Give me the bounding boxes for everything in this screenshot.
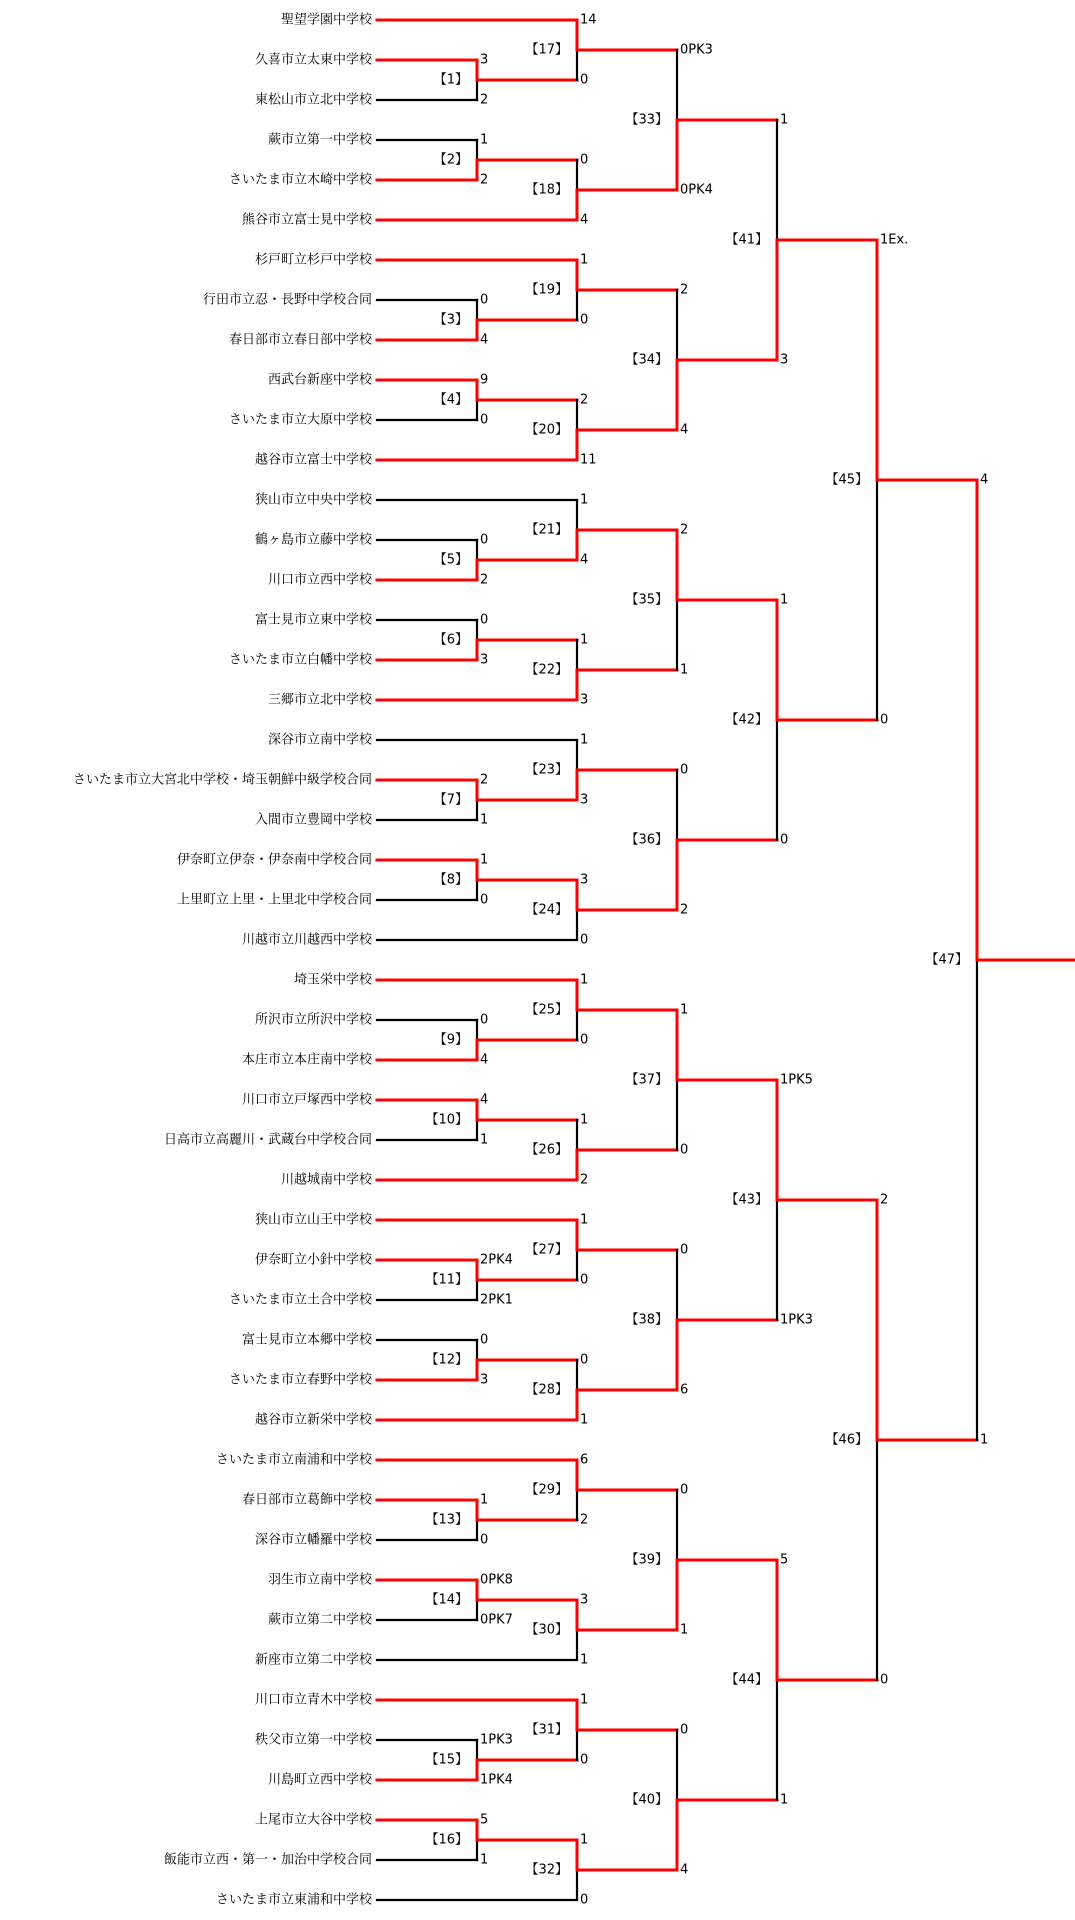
score: 1 bbox=[680, 1002, 689, 1018]
team-name: 本庄市立本庄南中学校 bbox=[241, 1052, 372, 1068]
score: 0 bbox=[880, 1672, 889, 1688]
score: 0 bbox=[480, 292, 489, 308]
score: 2 bbox=[480, 92, 489, 108]
score: 4 bbox=[480, 1092, 489, 1108]
match-number: 【31】 bbox=[525, 1722, 568, 1738]
score: 4 bbox=[580, 552, 589, 568]
score: 2PK1 bbox=[480, 1292, 513, 1308]
score: 1 bbox=[580, 632, 589, 648]
score: 11 bbox=[580, 452, 597, 468]
team-name: 蕨市立第一中学校 bbox=[267, 132, 372, 148]
score: 2 bbox=[680, 282, 689, 298]
score: 4 bbox=[680, 1862, 689, 1878]
score: 1PK5 bbox=[780, 1072, 813, 1088]
match-number: 【29】 bbox=[525, 1482, 568, 1498]
match-number: 【35】 bbox=[625, 592, 668, 608]
team-name: 春日部市立春日部中学校 bbox=[228, 332, 372, 348]
match-number: 【16】 bbox=[425, 1832, 468, 1848]
score: 1 bbox=[580, 1692, 589, 1708]
score: 1 bbox=[580, 1112, 589, 1128]
team-name: 狭山市立山王中学校 bbox=[254, 1212, 372, 1228]
match-number: 【13】 bbox=[425, 1512, 468, 1528]
match-number: 【24】 bbox=[525, 902, 568, 918]
team-name: 富士見市立東中学校 bbox=[254, 612, 372, 628]
match-number: 【9】 bbox=[433, 1032, 468, 1048]
team-name: 伊奈町立伊奈・伊奈南中学校合同 bbox=[176, 852, 372, 868]
score: 0PK8 bbox=[480, 1572, 513, 1588]
score: 0 bbox=[580, 1892, 589, 1908]
team-name: 入間市立豊岡中学校 bbox=[254, 812, 372, 828]
score: 1 bbox=[780, 112, 789, 128]
match-number: 【10】 bbox=[425, 1112, 468, 1128]
score: 1 bbox=[580, 1652, 589, 1668]
match-number: 【19】 bbox=[525, 282, 568, 298]
score: 0PK3 bbox=[680, 42, 713, 58]
score: 9 bbox=[480, 372, 489, 388]
team-name: 羽生市立南中学校 bbox=[267, 1572, 372, 1588]
team-name: 上尾市立大谷中学校 bbox=[254, 1812, 372, 1828]
score: 1 bbox=[780, 592, 789, 608]
match-number: 【33】 bbox=[625, 112, 668, 128]
score: 6 bbox=[580, 1452, 589, 1468]
score: 3 bbox=[480, 1372, 489, 1388]
match-number: 【34】 bbox=[625, 352, 668, 368]
score: 1PK3 bbox=[480, 1732, 513, 1748]
score: 3 bbox=[580, 1592, 589, 1608]
score: 5 bbox=[780, 1552, 789, 1568]
match-number: 【22】 bbox=[525, 662, 568, 678]
score: 1 bbox=[480, 132, 489, 148]
score: 1 bbox=[580, 1832, 589, 1848]
score: 2 bbox=[480, 772, 489, 788]
score: 4 bbox=[680, 422, 689, 438]
score: 2 bbox=[480, 572, 489, 588]
match-number: 【15】 bbox=[425, 1752, 468, 1768]
score: 0 bbox=[480, 612, 489, 628]
score: 4 bbox=[480, 332, 489, 348]
match-number: 【14】 bbox=[425, 1592, 468, 1608]
match-number: 【21】 bbox=[525, 522, 568, 538]
score: 4 bbox=[980, 472, 989, 488]
match-number: 【8】 bbox=[433, 872, 468, 888]
score: 0 bbox=[680, 1722, 689, 1738]
match-number: 【23】 bbox=[525, 762, 568, 778]
team-name: 川島町立西中学校 bbox=[267, 1772, 372, 1788]
team-name: さいたま市立白幡中学校 bbox=[228, 652, 372, 668]
score: 2 bbox=[880, 1192, 889, 1208]
match-number: 【44】 bbox=[725, 1672, 768, 1688]
team-name: 久喜市立太東中学校 bbox=[254, 52, 372, 68]
match-number: 【40】 bbox=[625, 1792, 668, 1808]
score: 1PK4 bbox=[480, 1772, 513, 1788]
score: 1 bbox=[580, 252, 589, 268]
score: 1 bbox=[780, 1792, 789, 1808]
team-name: 深谷市立幡羅中学校 bbox=[254, 1532, 372, 1548]
team-name: 三郷市立北中学校 bbox=[267, 692, 372, 708]
score: 5 bbox=[480, 1812, 489, 1828]
team-name: 越谷市立富士中学校 bbox=[254, 452, 372, 468]
score: 0 bbox=[580, 72, 589, 88]
score: 1 bbox=[480, 1852, 489, 1868]
team-name: 熊谷市立富士見中学校 bbox=[241, 212, 372, 228]
score: 0 bbox=[580, 1352, 589, 1368]
score: 0PK4 bbox=[680, 182, 713, 198]
team-name: 西武台新座中学校 bbox=[267, 372, 372, 388]
team-name: 川越市立川越西中学校 bbox=[241, 932, 372, 948]
match-number: 【20】 bbox=[525, 422, 568, 438]
team-name: 富士見市立本郷中学校 bbox=[241, 1332, 372, 1348]
score: 0 bbox=[580, 312, 589, 328]
match-number: 【1】 bbox=[433, 72, 468, 88]
match-number: 【32】 bbox=[525, 1862, 568, 1878]
match-number: 【3】 bbox=[433, 312, 468, 328]
team-name: 飯能市立西・第一・加治中学校合同 bbox=[163, 1852, 372, 1868]
match-number: 【30】 bbox=[525, 1622, 568, 1638]
score: 3 bbox=[780, 352, 789, 368]
match-number: 【2】 bbox=[433, 152, 468, 168]
match-number: 【25】 bbox=[525, 1002, 568, 1018]
score: 0 bbox=[880, 712, 889, 728]
score: 6 bbox=[680, 1382, 689, 1398]
score: 0 bbox=[780, 832, 789, 848]
score: 1 bbox=[980, 1432, 989, 1448]
score: 0 bbox=[480, 1012, 489, 1028]
match-number: 【17】 bbox=[525, 42, 568, 58]
team-name: 川口市立戸塚西中学校 bbox=[241, 1092, 372, 1108]
score: 1 bbox=[680, 662, 689, 678]
score: 1 bbox=[680, 1622, 689, 1638]
score: 0 bbox=[480, 412, 489, 428]
team-name: さいたま市立春野中学校 bbox=[228, 1372, 372, 1388]
score: 1 bbox=[580, 972, 589, 988]
score: 3 bbox=[480, 652, 489, 668]
score: 0 bbox=[680, 762, 689, 778]
team-name: 東松山市立北中学校 bbox=[254, 92, 372, 108]
score: 2PK4 bbox=[480, 1252, 513, 1268]
score: 2 bbox=[580, 392, 589, 408]
score: 1PK3 bbox=[780, 1312, 813, 1328]
team-name: さいたま市立大原中学校 bbox=[228, 412, 372, 428]
team-name: さいたま市立土合中学校 bbox=[228, 1292, 372, 1308]
score: 4 bbox=[480, 1052, 489, 1068]
team-name: 新座市立第二中学校 bbox=[254, 1652, 372, 1668]
score: 1 bbox=[580, 1212, 589, 1228]
score: 1 bbox=[580, 732, 589, 748]
team-name: 秩父市立第一中学校 bbox=[254, 1732, 372, 1748]
match-number: 【42】 bbox=[725, 712, 768, 728]
score: 2 bbox=[680, 902, 689, 918]
team-name: 日高市立高麗川・武蔵台中学校合同 bbox=[163, 1132, 372, 1148]
match-number: 【26】 bbox=[525, 1142, 568, 1158]
team-name: さいたま市立大宮北中学校・埼玉朝鮮中級学校合同 bbox=[72, 772, 372, 788]
score: 3 bbox=[580, 872, 589, 888]
team-name: 蕨市立第二中学校 bbox=[267, 1612, 372, 1628]
score: 0 bbox=[680, 1242, 689, 1258]
score: 0 bbox=[480, 892, 489, 908]
score: 3 bbox=[580, 792, 589, 808]
team-name: 狭山市立中央中学校 bbox=[254, 492, 372, 508]
score: 1 bbox=[580, 1412, 589, 1428]
team-name: 行田市立忍・長野中学校合同 bbox=[202, 292, 372, 308]
team-name: 鶴ヶ島市立藤中学校 bbox=[254, 532, 372, 548]
team-name: 杉戸町立杉戸中学校 bbox=[254, 252, 372, 268]
score: 0 bbox=[480, 1532, 489, 1548]
team-name: 川越城南中学校 bbox=[280, 1172, 372, 1188]
match-number: 【38】 bbox=[625, 1312, 668, 1328]
score: 1 bbox=[480, 1132, 489, 1148]
team-name: 越谷市立新栄中学校 bbox=[254, 1412, 372, 1428]
score: 0 bbox=[580, 1032, 589, 1048]
score: 2 bbox=[680, 522, 689, 538]
team-name: 春日部市立葛飾中学校 bbox=[241, 1492, 372, 1508]
match-number: 【5】 bbox=[433, 552, 468, 568]
match-number: 【28】 bbox=[525, 1382, 568, 1398]
match-number: 【43】 bbox=[725, 1192, 768, 1208]
team-name: さいたま市立南浦和中学校 bbox=[215, 1452, 372, 1468]
score: 0 bbox=[580, 1752, 589, 1768]
score: 2 bbox=[580, 1172, 589, 1188]
score: 14 bbox=[580, 12, 597, 28]
team-name: 伊奈町立小針中学校 bbox=[254, 1252, 372, 1268]
match-number: 【6】 bbox=[433, 632, 468, 648]
match-number: 【47】 bbox=[925, 952, 968, 968]
score: 1Ex. bbox=[880, 232, 909, 248]
score: 0 bbox=[480, 532, 489, 548]
match-number: 【41】 bbox=[725, 232, 768, 248]
match-number: 【36】 bbox=[625, 832, 668, 848]
match-number: 【12】 bbox=[425, 1352, 468, 1368]
score: 1 bbox=[480, 1492, 489, 1508]
team-name: 川口市立青木中学校 bbox=[254, 1692, 372, 1708]
match-number: 【46】 bbox=[825, 1432, 868, 1448]
score: 4 bbox=[580, 212, 589, 228]
match-number: 【27】 bbox=[525, 1242, 568, 1258]
team-name: さいたま市立東浦和中学校 bbox=[215, 1892, 372, 1908]
team-name: 所沢市立所沢中学校 bbox=[254, 1012, 372, 1028]
score: 1 bbox=[480, 852, 489, 868]
score: 1 bbox=[480, 812, 489, 828]
match-number: 【18】 bbox=[525, 182, 568, 198]
score: 0 bbox=[680, 1482, 689, 1498]
team-name: 聖望学園中学校 bbox=[280, 12, 372, 28]
score: 2 bbox=[480, 172, 489, 188]
match-number: 【7】 bbox=[433, 792, 468, 808]
score: 1 bbox=[580, 492, 589, 508]
team-name: 埼玉栄中学校 bbox=[293, 972, 372, 988]
score: 3 bbox=[580, 692, 589, 708]
match-number: 【37】 bbox=[625, 1072, 668, 1088]
match-number: 【45】 bbox=[825, 472, 868, 488]
score: 0 bbox=[580, 152, 589, 168]
score: 0 bbox=[580, 932, 589, 948]
score: 0 bbox=[680, 1142, 689, 1158]
score: 3 bbox=[480, 52, 489, 68]
team-name: 上里町立上里・上里北中学校合同 bbox=[176, 892, 372, 908]
score: 0 bbox=[580, 1272, 589, 1288]
score: 0 bbox=[480, 1332, 489, 1348]
match-number: 【39】 bbox=[625, 1552, 668, 1568]
team-name: 川口市立西中学校 bbox=[267, 572, 372, 588]
team-name: 深谷市立南中学校 bbox=[267, 732, 372, 748]
match-number: 【4】 bbox=[433, 392, 468, 408]
match-number: 【11】 bbox=[425, 1272, 468, 1288]
team-name: さいたま市立木崎中学校 bbox=[228, 172, 372, 188]
score: 0PK7 bbox=[480, 1612, 513, 1628]
score: 2 bbox=[580, 1512, 589, 1528]
